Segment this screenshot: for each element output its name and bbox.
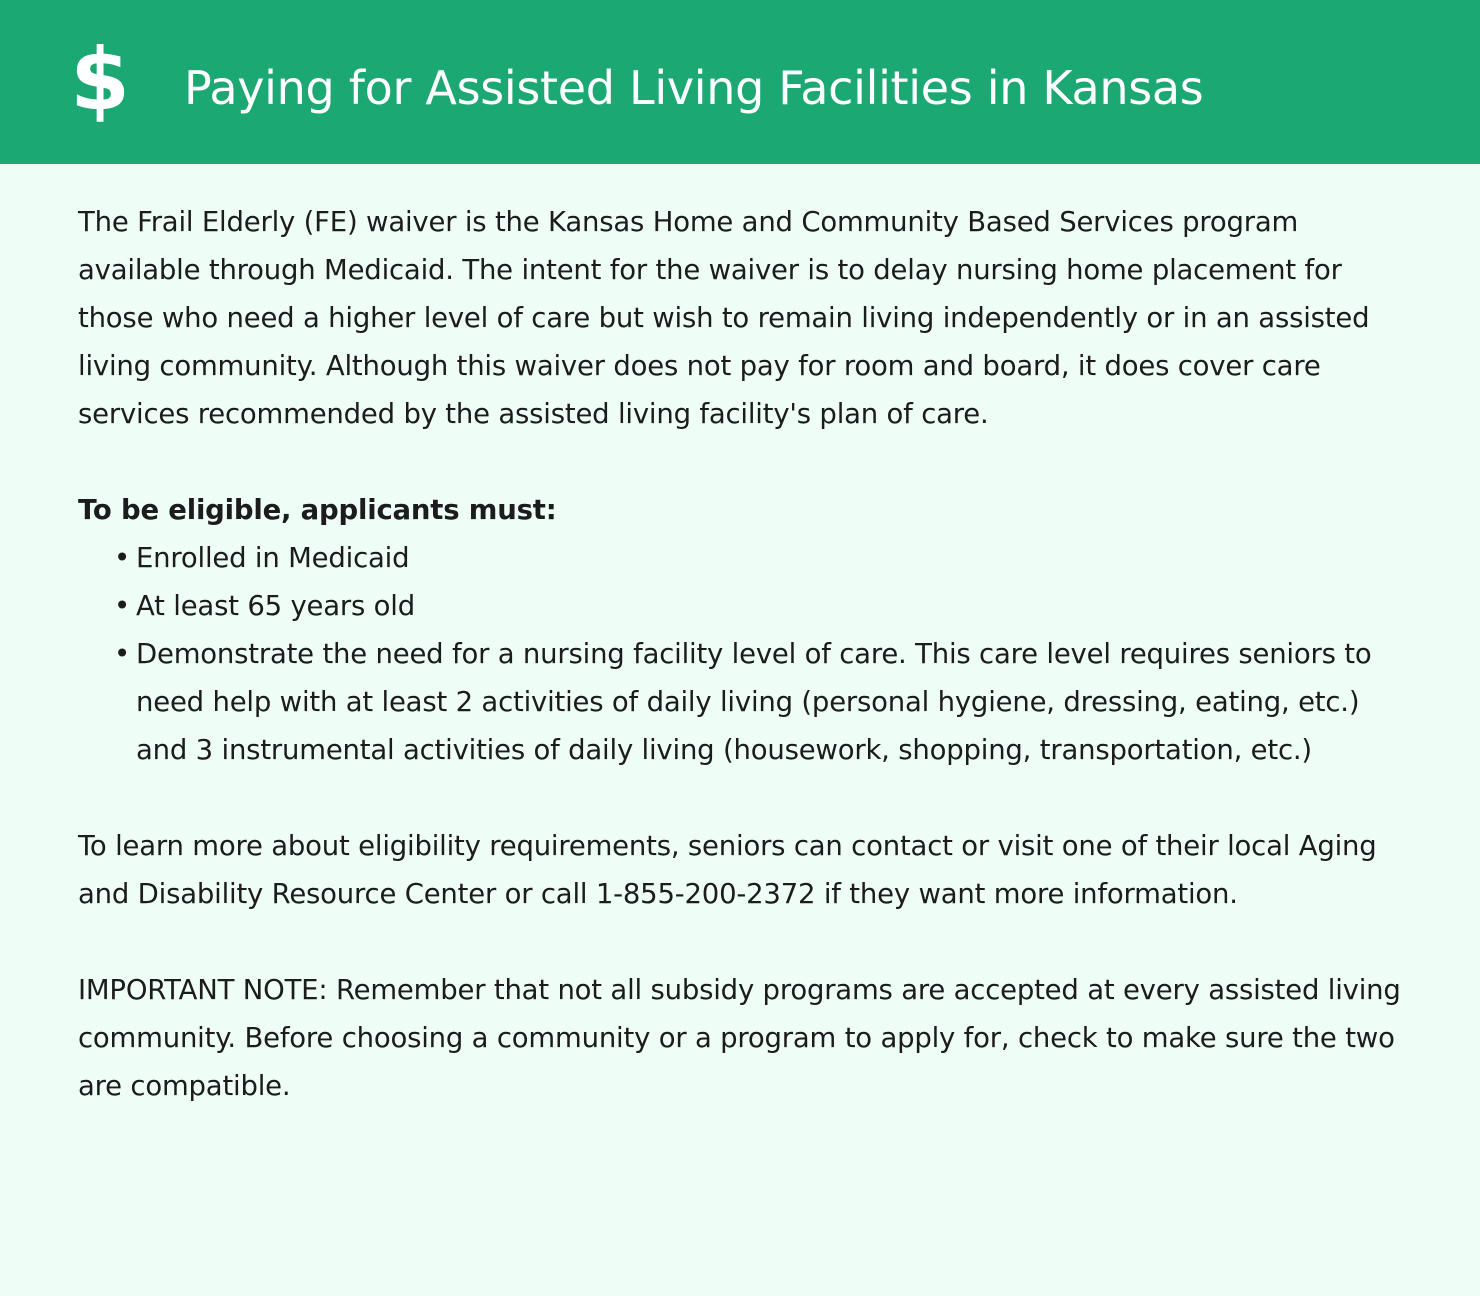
learn-more-paragraph: To learn more about eligibility requirements, seniors can contact or visit one of their local Aging and Disability Resource Center or call 1-855-200-2372 if they want more information.: [78, 830, 1377, 910]
important-note-paragraph: IMPORTANT NOTE: Remember that not all subsidy programs are accepted at every assisted living community. Before choosing a community or a program to apply for, check to make sure the two are compatible.: [78, 974, 1401, 1102]
content-body: [78, 198, 1408, 1110]
list-item: • At least 65 years old: [114, 582, 1408, 630]
page-title: Paying for Assisted Living Facilities in Kansas: [184, 61, 1204, 115]
eligibility-heading: To be eligible, applicants must:: [78, 494, 557, 526]
list-item: • Demonstrate the need for a nursing facility level of care. This care level requires seniors to need help with at least 2 activities of daily living (personal hygiene, dressing, eating, etc.) and 3 instrumental activities of daily living (housework, shopping, transportation, etc.): [114, 630, 1408, 774]
list-item: • Enrolled in Medicaid: [114, 534, 1408, 582]
header-banner: [0, 0, 1480, 164]
intro-paragraph: The Frail Elderly (FE) waiver is the Kansas Home and Community Based Services program available through Medicaid. The intent for the waiver is to delay nursing home placement for those who need a higher level of care but wish to remain living independently or in an assisted living community. Although this waiver does not pay for room and board, it does cover care services recommended by the assisted living facility's plan of care.: [78, 206, 1370, 430]
eligibility-list: [78, 534, 1408, 774]
dollar-icon: $: [70, 30, 130, 130]
